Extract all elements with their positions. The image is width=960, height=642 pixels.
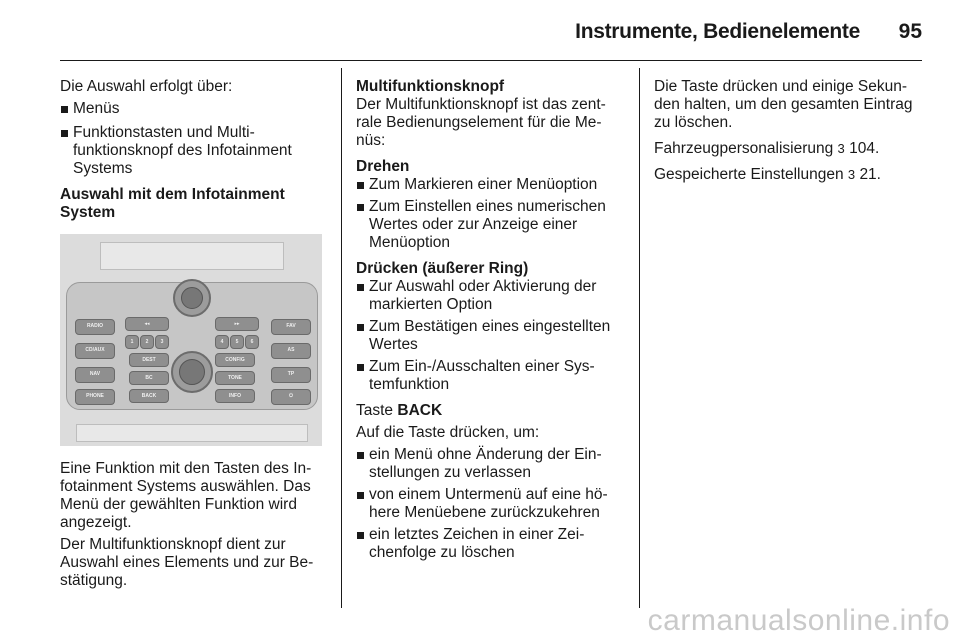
multifunction-knob [171,351,213,393]
dest-button: DEST [129,353,169,367]
page-reference-arrow-icon: 3 [847,167,856,182]
preset-1-button: 1 [125,335,139,349]
column-1 [60,78,328,598]
column-2 [356,78,624,570]
column-divider-2 [639,68,640,608]
back-button: BACK [129,389,169,403]
watermark: carmanualsonline.info [647,604,950,637]
as-button: AS [271,343,311,359]
reference-vehicle-personalization[interactable]: Fahrzeugpersonalisierung 3 104. [654,140,880,157]
list-item: Zum Ein-/Ausschalten einer Sys- temfunktion [356,358,624,394]
phone-button: PHONE [75,389,115,405]
paragraph-press-key: Auf die Taste drücken, um: [356,424,540,441]
press-list [356,278,624,394]
config-button: CONFIG [215,353,255,367]
paragraph-hold-key: Die Taste drücken und einige Sekun- den halten, um den gesamten Eintrag zu löschen. [654,78,913,131]
tone-button: TONE [215,371,255,385]
intro-text: Die Auswahl erfolgt über: [60,78,233,95]
infotainment-panel-illustration [60,234,322,446]
section-heading-press: Drücken (äußerer Ring) [356,260,529,277]
header-title: Instrumente, Bedienelemente [575,20,860,43]
header-rule [60,60,922,61]
fav-button: FAV [271,319,311,335]
preset-2-button: 2 [140,335,154,349]
selection-list [60,100,328,178]
tp-button: TP [271,367,311,383]
column-3 [654,78,922,192]
preset-3-button: 3 [155,335,169,349]
section-heading-infotainment: Auswahl mit dem Infotainment System [60,186,285,221]
panel-top-vent [100,242,284,270]
list-item: Zur Auswahl oder Aktivierung der markierten Option [356,278,624,314]
list-item: von einem Untermenü auf eine hö- here Menüebene zurückzukehren [356,486,624,522]
page-number: 95 [898,20,922,43]
taste-prefix: Taste [356,402,394,419]
back-key-name: BACK [397,402,443,419]
list-item: Funktionstasten und Multi- funktionsknopf des Infotainment Systems [60,124,328,178]
volume-knob [173,279,211,317]
radio-button: RADIO [75,319,115,335]
back-key-label [356,402,624,420]
power-button: ⏻ [271,389,311,405]
list-item: Zum Markieren einer Menüoption [356,176,624,194]
cd-aux-button: CD/AUX [75,343,115,359]
paragraph-knob-description: Der Multifunktionsknopf ist das zent- rale Bedienungselement für die Me- nüs: [356,96,606,149]
paragraph-multifunction: Der Multifunktionsknopf dient zur Auswahl eines Elements und zur Be- stätigung. [60,536,314,589]
panel-faceplate [66,282,318,410]
paragraph-function-keys: Eine Funktion mit den Tasten des In- fotainment Systems auswählen. Das Menü der gewählten Funktion wird angezeigt. [60,460,312,531]
rotate-list [356,176,624,252]
preset-6-button: 6 [245,335,259,349]
reference-saved-settings[interactable]: Gespeicherte Einstellungen 3 21. [654,166,881,183]
preset-4-button: 4 [215,335,229,349]
section-heading-multifunction-knob: Multifunktionsknopf [356,78,505,95]
list-item: Zum Einstellen eines numerischen Wertes oder zur Anzeige einer Menüoption [356,198,624,252]
list-item: Zum Bestätigen eines eingestellten Wertes [356,318,624,354]
column-divider-1 [341,68,342,608]
list-item: ein letztes Zeichen in einer Zei- chenfolge zu löschen [356,526,624,562]
info-button: INFO [215,389,255,403]
list-item: Menüs [60,100,328,118]
list-item: ein Menü ohne Änderung der Ein- stellungen zu verlassen [356,446,624,482]
seek-back-button: ◂◂ [125,317,169,331]
section-heading-rotate: Drehen [356,158,410,175]
page-reference-arrow-icon: 3 [837,141,845,156]
seek-forward-button: ▸▸ [215,317,259,331]
nav-button: NAV [75,367,115,383]
preset-5-button: 5 [230,335,244,349]
back-key-list [356,446,624,562]
bc-button: BC [129,371,169,385]
panel-bottom-vents [76,424,308,442]
